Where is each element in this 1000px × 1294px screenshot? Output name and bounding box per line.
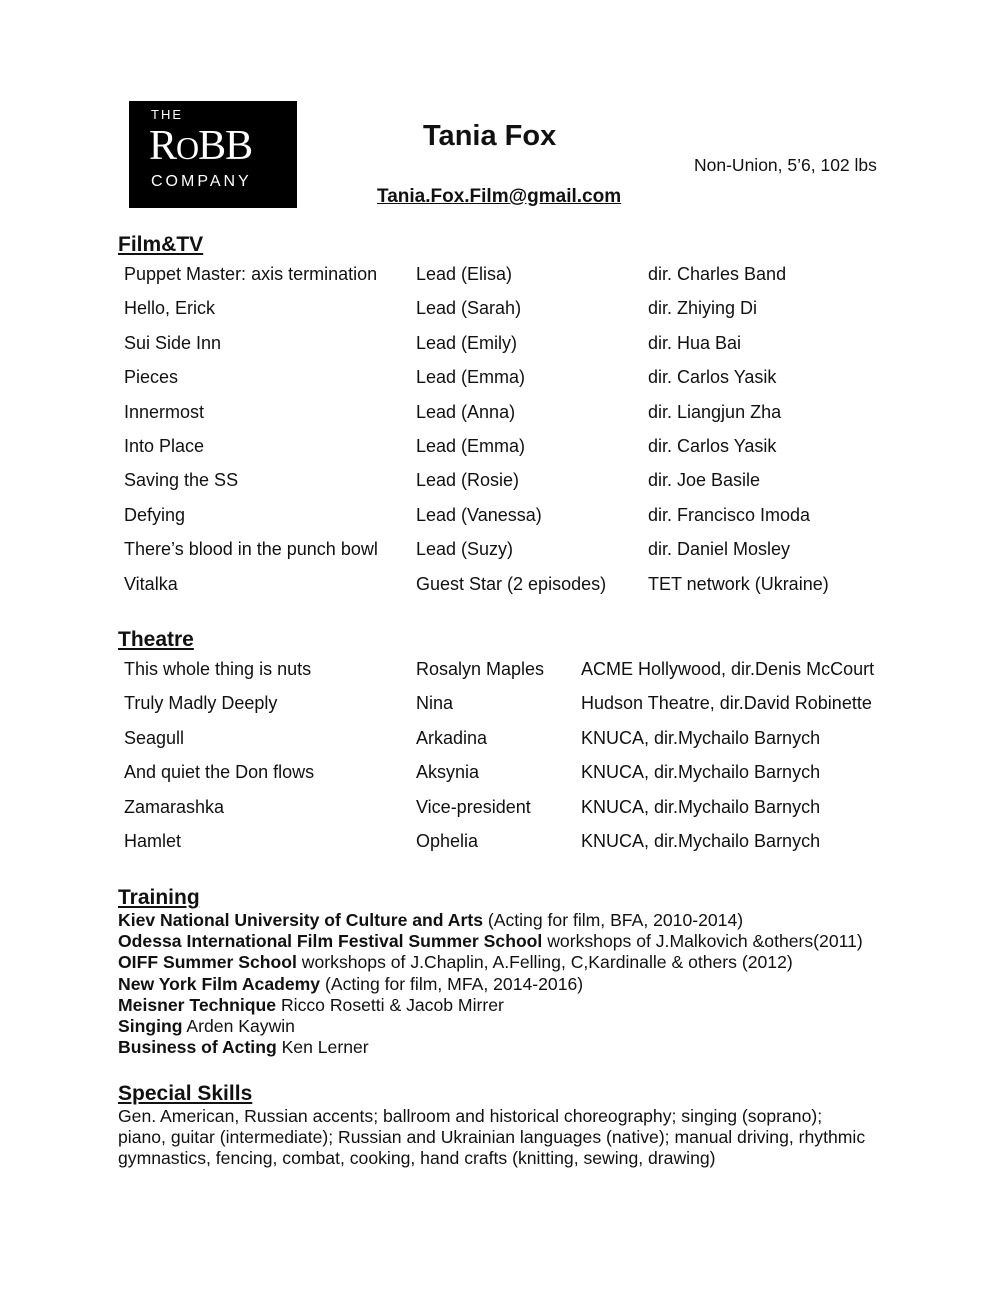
credit-row [0,298,1000,328]
credit-row [0,659,1000,689]
credit-row [0,693,1000,723]
training-item [118,931,863,952]
credit-title: Puppet Master: axis termination [124,264,378,284]
credit-role: Lead (Rosie) [416,470,520,491]
credit-row [0,574,1000,604]
credit-title: Hello, Erick [124,298,216,319]
credit-role: Lead (Emma) [416,436,526,456]
credit-row [0,505,1000,535]
training-school: Meisner Technique [118,994,277,1015]
training-item [118,1037,369,1058]
credit-director: dir. Hua Bai [648,332,742,353]
credit-title: Hamlet [124,831,182,851]
actor-stats: Non-Union, 5’6, 102 lbs [694,155,877,175]
email-link[interactable]: Tania.Fox.Film@gmail.com [377,186,622,207]
robb-company-logo [129,101,297,208]
training-item [118,910,743,931]
credit-role: Lead (Anna) [416,401,516,422]
training-item [118,952,793,973]
credit-director: TET network (Ukraine) [648,573,829,594]
training-detail: workshops of J.Malkovich &others(2011) [542,931,863,952]
credit-director: dir. Joe Basile [648,470,761,491]
credit-row [0,831,1000,861]
logo-company: COMPANY [151,173,252,190]
credit-role: Arkadina [416,727,488,748]
credit-row [0,797,1000,827]
actor-name: Tania Fox [423,120,557,152]
credit-title: Seagull [124,727,185,748]
credit-director: KNUCA, dir.Mychailo Barnych [581,727,821,748]
training-detail: (Acting for film, MFA, 2014-2016) [320,973,584,994]
credit-director: dir. Francisco Imoda [648,504,811,525]
training-detail: Ricco Rosetti & Jacob Mirrer [276,994,504,1015]
training-school: New York Film Academy [118,973,321,994]
credit-role: Lead (Elisa) [416,264,513,284]
credit-director: KNUCA, dir.Mychailo Barnych [581,762,821,783]
credit-role: Aksynia [416,762,480,783]
credit-row [0,539,1000,569]
training-school: Singing [118,1016,183,1036]
credit-title: Saving the SS [124,470,239,491]
training-item [118,1016,295,1037]
credit-director: dir. Carlos Yasik [648,367,777,388]
credit-title: Pieces [124,367,179,388]
credit-role: Vice-president [416,796,531,817]
credit-row [0,470,1000,500]
credit-title: Vitalka [124,573,178,594]
logo-the: THE [151,107,183,122]
credit-title: And quiet the Don flows [124,762,315,783]
credit-director: KNUCA, dir.Mychailo Barnych [581,831,821,851]
training-detail: Arden Kaywin [182,1016,295,1036]
credit-title: Sui Side Inn [124,332,222,353]
credit-role: Guest Star (2 episodes) [416,573,607,594]
training-heading: Training [118,886,200,909]
credit-row [0,264,1000,294]
credit-role: Rosalyn Maples [416,659,545,679]
credit-director: dir. Liangjun Zha [648,401,782,422]
credit-title: There’s blood in the punch bowl [124,539,378,560]
credit-row [0,762,1000,792]
credit-director: Hudson Theatre, dir.David Robinette [581,693,872,714]
theatre-heading: Theatre [118,628,194,651]
credit-director: dir. Daniel Mosley [648,539,791,560]
credit-row [0,367,1000,397]
training-school: Kiev National University of Culture and Arts [118,910,483,930]
credit-role: Nina [416,693,454,714]
training-school: OIFF Summer School [118,952,297,973]
credit-title: Zamarashka [124,796,225,817]
credit-director: dir. Charles Band [648,264,787,284]
credit-director: dir. Zhiying Di [648,298,758,319]
credit-role: Lead (Emma) [416,367,526,388]
special-skills-heading: Special Skills [118,1082,253,1105]
training-item [118,974,583,995]
credit-row [0,728,1000,758]
credit-row [0,333,1000,363]
credit-title: Into Place [124,436,205,456]
credit-title: Defying [124,504,186,525]
training-detail: workshops of J.Chaplin, A.Felling, C,Kardinalle & others (2012) [296,952,793,973]
credit-role: Ophelia [416,831,479,851]
skills-line: gymnastics, fencing, combat, cooking, hand crafts (knitting, sewing, drawing) [118,1148,716,1169]
film-tv-heading: Film&TV [118,233,204,256]
credit-title: Innermost [124,401,205,422]
credit-director: ACME Hollywood, dir.Denis McCourt [581,659,875,679]
credit-title: Truly Madly Deeply [124,693,278,714]
credit-row [0,436,1000,466]
credit-role: Lead (Suzy) [416,539,514,560]
logo-robb: ROBB [149,123,253,169]
credit-role: Lead (Emily) [416,332,518,353]
skills-line: Gen. American, Russian accents; ballroom and historical choreography; singing (soprano); [118,1106,823,1126]
training-detail: (Acting for film, BFA, 2010-2014) [482,910,744,930]
training-detail: Ken Lerner [276,1037,369,1058]
training-school: Odessa International Film Festival Summer School [118,931,543,952]
credit-director: KNUCA, dir.Mychailo Barnych [581,796,821,817]
training-item [118,995,504,1016]
credit-director: dir. Carlos Yasik [648,436,777,456]
skills-line: piano, guitar (intermediate); Russian and Ukrainian languages (native); manual driving, rhythmic [118,1127,866,1148]
credit-title: This whole thing is nuts [124,659,312,679]
credit-row [0,402,1000,432]
credit-role: Lead (Sarah) [416,298,522,319]
training-school: Business of Acting [118,1037,277,1058]
credit-role: Lead (Vanessa) [416,504,542,525]
